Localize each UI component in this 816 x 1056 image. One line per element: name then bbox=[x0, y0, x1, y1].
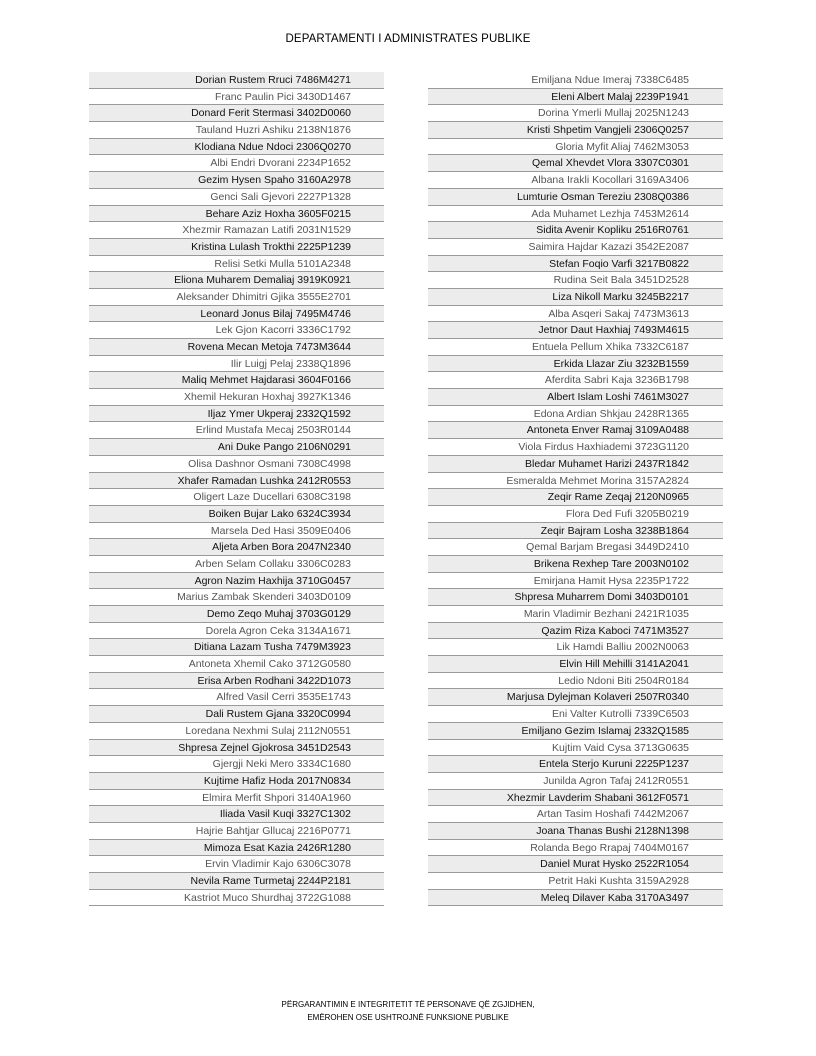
list-item: Hajrie Bahtjar Gllucaj 2216P0771 bbox=[89, 823, 384, 840]
list-item: Liza Nikoll Marku 3245B2217 bbox=[428, 289, 723, 306]
list-item: Gjergji Neki Mero 3334C1680 bbox=[89, 756, 384, 773]
list-item: Marin Vladimir Bezhani 2421R1035 bbox=[428, 606, 723, 623]
list-item: Flora Ded Fufi 3205B0219 bbox=[428, 506, 723, 523]
list-item: Kujtime Hafiz Hoda 2017N0834 bbox=[89, 773, 384, 790]
list-item: Xhafer Ramadan Lushka 2412R0553 bbox=[89, 473, 384, 490]
list-item: Leonard Jonus Bilaj 7495M4746 bbox=[89, 306, 384, 323]
right-name-list bbox=[428, 72, 723, 906]
list-item: Tauland Huzri Ashiku 2138N1876 bbox=[89, 122, 384, 139]
list-item: Dorela Agron Ceka 3134A1671 bbox=[89, 623, 384, 640]
list-item: Emiljana Ndue Imeraj 7338C6485 bbox=[428, 72, 723, 89]
list-item: Kristina Lulash Trokthi 2225P1239 bbox=[89, 239, 384, 256]
list-item: Iliada Vasil Kuqi 3327C1302 bbox=[89, 806, 384, 823]
list-item: Qemal Xhevdet Vlora 3307C0301 bbox=[428, 155, 723, 172]
list-item: Edona Ardian Shkjau 2428R1365 bbox=[428, 406, 723, 423]
left-name-list bbox=[89, 72, 384, 906]
list-item: Dali Rustem Gjana 3320C0994 bbox=[89, 706, 384, 723]
list-item: Emirjana Hamit Hysa 2235P1722 bbox=[428, 573, 723, 590]
list-item: Ervin Vladimir Kajo 6306C3078 bbox=[89, 856, 384, 873]
list-item: Erisa Arben Rodhani 3422D1073 bbox=[89, 673, 384, 690]
list-item: Ditiana Lazam Tusha 7479M3923 bbox=[89, 639, 384, 656]
list-item: Erlind Mustafa Mecaj 2503R0144 bbox=[89, 422, 384, 439]
list-item: Junilda Agron Tafaj 2412R0551 bbox=[428, 773, 723, 790]
list-item: Dorian Rustem Rruci 7486M4271 bbox=[89, 72, 384, 89]
list-item: Albi Endri Dvorani 2234P1652 bbox=[89, 155, 384, 172]
list-item: Gezim Hysen Spaho 3160A2978 bbox=[89, 172, 384, 189]
list-item: Qazim Riza Kaboci 7471M3527 bbox=[428, 623, 723, 640]
list-item: Zeqir Bajram Losha 3238B1864 bbox=[428, 523, 723, 540]
list-item: Emiljano Gezim Islamaj 2332Q1585 bbox=[428, 723, 723, 740]
list-item: Eliona Muharem Demaliaj 3919K0921 bbox=[89, 272, 384, 289]
list-item: Behare Aziz Hoxha 3605F0215 bbox=[89, 206, 384, 223]
page-footer bbox=[0, 998, 816, 1024]
list-item: Artan Tasim Hoshafi 7442M2067 bbox=[428, 806, 723, 823]
list-item: Alfred Vasil Cerri 3535E1743 bbox=[89, 689, 384, 706]
list-item: Ledio Ndoni Biti 2504R0184 bbox=[428, 673, 723, 690]
list-item: Albana Irakli Kocollari 3169A3406 bbox=[428, 172, 723, 189]
list-item: Elmira Merfit Shpori 3140A1960 bbox=[89, 790, 384, 807]
list-item: Daniel Murat Hysko 2522R1054 bbox=[428, 856, 723, 873]
list-item: Entuela Pellum Xhika 7332C6187 bbox=[428, 339, 723, 356]
list-item: Meleq Dilaver Kaba 3170A3497 bbox=[428, 890, 723, 907]
list-item: Stefan Foqio Varfi 3217B0822 bbox=[428, 256, 723, 273]
list-item: Eni Valter Kutrolli 7339C6503 bbox=[428, 706, 723, 723]
list-item: Jetnor Daut Haxhiaj 7493M4615 bbox=[428, 322, 723, 339]
list-item: Aleksander Dhimitri Gjika 3555E2701 bbox=[89, 289, 384, 306]
list-item: Marjusa Dylejman Kolaveri 2507R0340 bbox=[428, 689, 723, 706]
list-item: Olisa Dashnor Osmani 7308C4998 bbox=[89, 456, 384, 473]
list-item: Dorina Ymerli Mullaj 2025N1243 bbox=[428, 105, 723, 122]
page-title: DEPARTAMENTI I ADMINISTRATES PUBLIKE bbox=[285, 33, 531, 45]
list-item: Loredana Nexhmi Sulaj 2112N0551 bbox=[89, 723, 384, 740]
list-item: Petrit Haki Kushta 3159A2928 bbox=[428, 873, 723, 890]
list-item: Zeqir Rame Zeqaj 2120N0965 bbox=[428, 489, 723, 506]
list-item: Maliq Mehmet Hajdarasi 3604F0166 bbox=[89, 372, 384, 389]
list-item: Gloria Myfit Aliaj 7462M3053 bbox=[428, 139, 723, 156]
list-item: Kujtim Vaid Cysa 3713G0635 bbox=[428, 740, 723, 757]
list-item: Klodiana Ndue Ndoci 2306Q0270 bbox=[89, 139, 384, 156]
list-item: Albert Islam Loshi 7461M3027 bbox=[428, 389, 723, 406]
list-item: Arben Selam Collaku 3306C0283 bbox=[89, 556, 384, 573]
list-item: Agron Nazim Haxhija 3710G0457 bbox=[89, 573, 384, 590]
list-item: Demo Zeqo Muhaj 3703G0129 bbox=[89, 606, 384, 623]
list-item: Rovena Mecan Metoja 7473M3644 bbox=[89, 339, 384, 356]
list-item: Lek Gjon Kacorri 3336C1792 bbox=[89, 322, 384, 339]
list-item: Lik Hamdi Balliu 2002N0063 bbox=[428, 639, 723, 656]
list-item: Marius Zambak Skenderi 3403D0109 bbox=[89, 589, 384, 606]
list-item: Lumturie Osman Tereziu 2308Q0386 bbox=[428, 189, 723, 206]
list-item: Xhezmir Ramazan Latifi 2031N1529 bbox=[89, 222, 384, 239]
list-item: Aljeta Arben Bora 2047N2340 bbox=[89, 539, 384, 556]
list-item: Donard Ferit Stermasi 3402D0060 bbox=[89, 105, 384, 122]
footer-line-1: PËRGARANTIMIN E INTEGRITETIT TË PERSONAVE QË ZGJIDHEN, bbox=[281, 1000, 535, 1009]
list-item: Marsela Ded Hasi 3509E0406 bbox=[89, 523, 384, 540]
list-item: Genci Sali Gjevori 2227P1328 bbox=[89, 189, 384, 206]
list-item: Esmeralda Mehmet Morina 3157A2824 bbox=[428, 473, 723, 490]
list-item: Elvin Hill Mehilli 3141A2041 bbox=[428, 656, 723, 673]
list-item: Aferdita Sabri Kaja 3236B1798 bbox=[428, 372, 723, 389]
list-item: Boiken Bujar Lako 6324C3934 bbox=[89, 506, 384, 523]
list-item: Franc Paulin Pici 3430D1467 bbox=[89, 89, 384, 106]
list-item: Entela Sterjo Kuruni 2225P1237 bbox=[428, 756, 723, 773]
list-item: Oligert Laze Ducellari 6308C3198 bbox=[89, 489, 384, 506]
list-item: Viola Firdus Haxhiademi 3723G1120 bbox=[428, 439, 723, 456]
list-item: Eleni Albert Malaj 2239P1941 bbox=[428, 89, 723, 106]
list-item: Iljaz Ymer Ukperaj 2332Q1592 bbox=[89, 406, 384, 423]
list-item: Ani Duke Pango 2106N0291 bbox=[89, 439, 384, 456]
list-item: Relisi Setki Mulla 5101A2348 bbox=[89, 256, 384, 273]
list-item: Saimira Hajdar Kazazi 3542E2087 bbox=[428, 239, 723, 256]
list-item: Xhemil Hekuran Hoxhaj 3927K1346 bbox=[89, 389, 384, 406]
list-item: Alba Asqeri Sakaj 7473M3613 bbox=[428, 306, 723, 323]
list-item: Rudina Seit Bala 3451D2528 bbox=[428, 272, 723, 289]
list-item: Antoneta Enver Ramaj 3109A0488 bbox=[428, 422, 723, 439]
list-item: Ilir Luigj Pelaj 2338Q1896 bbox=[89, 356, 384, 373]
list-item: Mimoza Esat Kazia 2426R1280 bbox=[89, 840, 384, 857]
list-item: Xhezmir Lavderim Shabani 3612F0571 bbox=[428, 790, 723, 807]
list-item: Shpresa Muharrem Domi 3403D0101 bbox=[428, 589, 723, 606]
list-item: Brikena Rexhep Tare 2003N0102 bbox=[428, 556, 723, 573]
list-item: Sidita Avenir Kopliku 2516R0761 bbox=[428, 222, 723, 239]
list-item: Shpresa Zejnel Gjokrosa 3451D2543 bbox=[89, 740, 384, 757]
list-item: Joana Thanas Bushi 2128N1398 bbox=[428, 823, 723, 840]
footer-line-2: EMËROHEN OSE USHTROJNË FUNKSIONE PUBLIKE bbox=[307, 1013, 509, 1022]
list-item: Kastriot Muco Shurdhaj 3722G1088 bbox=[89, 890, 384, 907]
list-item: Kristi Shpetim Vangjeli 2306Q0257 bbox=[428, 122, 723, 139]
list-item: Rolanda Bego Rrapaj 7404M0167 bbox=[428, 840, 723, 857]
list-item: Qemal Barjam Bregasi 3449D2410 bbox=[428, 539, 723, 556]
list-item: Bledar Muhamet Harizi 2437R1842 bbox=[428, 456, 723, 473]
list-item: Nevila Rame Turmetaj 2244P2181 bbox=[89, 873, 384, 890]
list-item: Erkida Llazar Ziu 3232B1559 bbox=[428, 356, 723, 373]
list-item: Ada Muhamet Lezhja 7453M2614 bbox=[428, 206, 723, 223]
list-item: Antoneta Xhemil Cako 3712G0580 bbox=[89, 656, 384, 673]
